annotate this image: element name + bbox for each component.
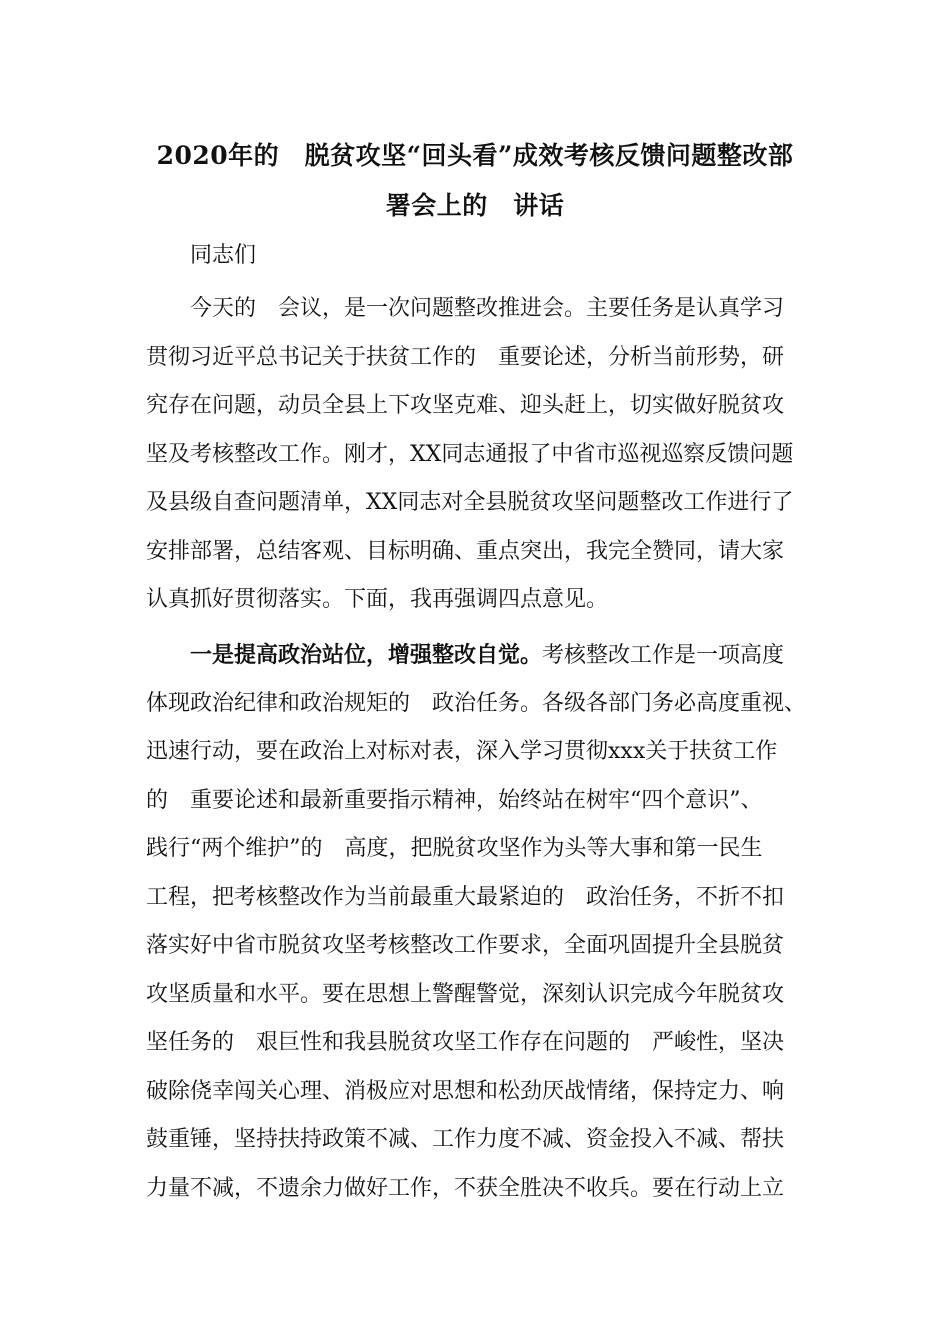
- paragraph-line: 究存在问题，动员全县上下攻坚克难、迎头赶上，切实做好脱贫攻: [146, 393, 785, 418]
- paragraph-line: 认真抓好贯彻落实。下面，我再强调四点意见。: [146, 587, 609, 612]
- paragraph-line: 践行“两个维护”的 高度，把脱贫攻坚作为头等大事和第一民生: [146, 836, 763, 861]
- salutation: 同志们: [190, 243, 257, 268]
- paragraph-line: 安排部署，总结客观、目标明确、重点突出，我完全赞同，请大家: [146, 538, 785, 564]
- paragraph-2: [146, 631, 806, 1213]
- paragraph-line: 贯彻习近平总书记关于扶贫工作的 重要论述，分析当前形势，研: [146, 344, 785, 370]
- paragraph-line: 今天的 会议，是一次问题整改推进会。主要任务是认真学习: [190, 296, 785, 321]
- paragraph-lead-heading: 一是提高政治站位，增强整改自觉。: [190, 642, 543, 668]
- paragraph-line: 及县级自查问题清单，XX同志对全县脱贫攻坚问题整改工作进行了: [146, 490, 794, 515]
- paragraph-line: 力量不减，不遗余力做好工作，不获全胜决不收兵。要在行动上立: [146, 1175, 785, 1201]
- paragraph-line: 体现政治纪律和政治规矩的 政治任务。各级各部门务必高度重视、: [146, 690, 807, 716]
- paragraph-line: 的 重要论述和最新重要指示精神，始终站在树牢“四个意识”、: [146, 787, 763, 813]
- paragraph-line: 坚任务的 艰巨性和我县脱贫攻坚工作存在问题的 严峻性，坚决: [146, 1030, 785, 1055]
- paragraph-line: 鼓重锤，坚持扶持政策不减、工作力度不减、资金投入不减、帮扶: [146, 1127, 785, 1152]
- paragraph-first-line: [146, 631, 806, 680]
- document-title-line-1: 2020年的 脱贫攻坚“回头看”成效考核反馈问题整改部: [156, 141, 794, 170]
- paragraph-line: 坚及考核整改工作。刚才，XX同志通报了中省市巡视巡察反馈问题: [146, 441, 794, 467]
- paragraph-line: 工程，把考核整改作为当前最重大最紧迫的 政治任务，不折不扣: [146, 884, 785, 910]
- paragraph-line: 落实好中省市脱贫攻坚考核整改工作要求，全面巩固提升全县脱贫: [146, 933, 785, 958]
- paragraph-1: [146, 285, 806, 625]
- paragraph-line: 攻坚质量和水平。要在思想上警醒警觉，深刻认识完成今年脱贫攻: [146, 981, 785, 1007]
- document-title-line-2: 署会上的 讲话: [385, 191, 565, 220]
- paragraph-line: 迅速行动，要在政治上对标对表，深入学习贯彻xxx关于扶贫工作: [146, 739, 778, 764]
- paragraph-line: 破除侥幸闯关心理、消极应对思想和松劲厌战情绪，保持定力、响: [146, 1078, 785, 1104]
- paragraph-line-rest: 考核整改工作是一项高度: [542, 643, 785, 668]
